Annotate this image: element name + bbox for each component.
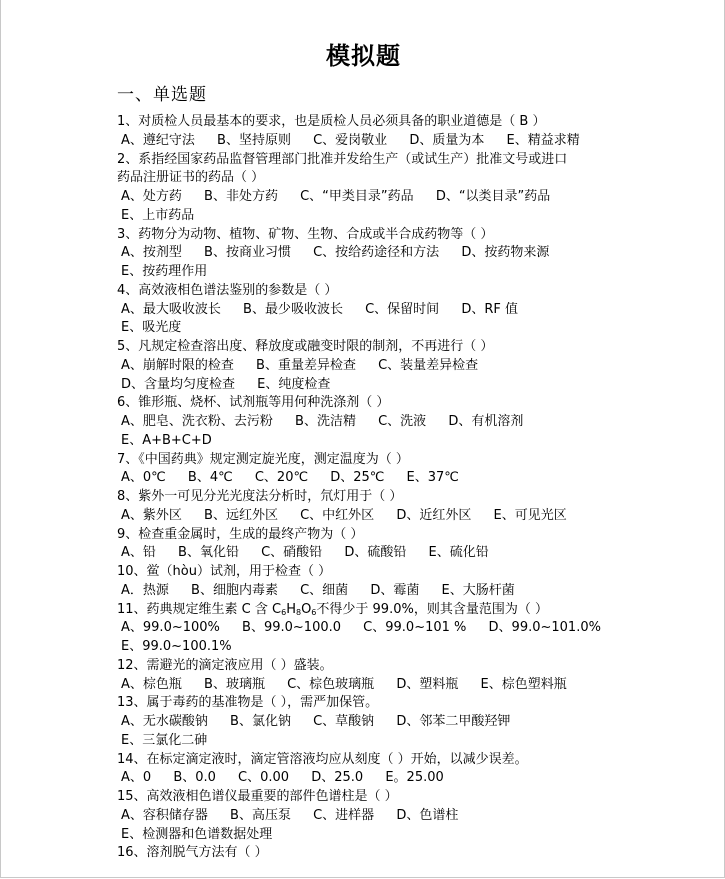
question-10 (117, 563, 622, 601)
option-a: A、99.0~100% (121, 620, 220, 636)
option-c: C、细菌 (300, 582, 349, 598)
option-d: D、25℃ (330, 470, 385, 486)
option-e: E、三氯化二砷 (121, 732, 208, 748)
option-row (117, 732, 622, 751)
question-4 (117, 282, 622, 338)
option-d: D、霉菌 (370, 582, 420, 598)
option-c: C、进样器 (313, 807, 375, 823)
option-c: C、0.00 (238, 770, 290, 786)
option-d: D、塑料瓶 (396, 676, 459, 692)
option-row (117, 582, 622, 601)
option-d: D、近红外区 (396, 507, 472, 523)
section-heading: 一、单选题 (117, 85, 207, 105)
question-14 (117, 751, 622, 789)
option-d: D、RF 值 (461, 301, 518, 317)
option-c: C、20℃ (254, 470, 309, 486)
question-1 (117, 113, 622, 151)
option-e: E、A+B+C+D (121, 432, 212, 448)
option-row (117, 432, 622, 451)
option-c: C、装量差异检查 (378, 357, 479, 373)
option-row (117, 357, 622, 376)
question-text-part: 11、药典规定维生素 C 含 C (117, 601, 282, 617)
option-e: E、按药理作用 (121, 264, 208, 279)
question-text: 8、紫外一可见分光光度法分析时，氘灯用于（ ） (117, 489, 403, 504)
option-b: B、氧化铅 (178, 545, 239, 561)
option-a: A、处方药 (121, 189, 182, 204)
option-b: B、氯化钠 (230, 714, 291, 729)
option-b: B、4℃ (187, 470, 233, 486)
option-b: B、细胞内毒素 (191, 582, 278, 598)
option-a: A、铅 (121, 545, 156, 561)
option-row (117, 132, 622, 151)
question-text: 1、对质检人员最基本的要求，也是质检人员必须具备的职业道德是（ B ） (117, 114, 546, 129)
option-b: B、洗洁精 (295, 414, 356, 429)
question-text: 3、药物分为动物、植物、矿物、生物、合成或半合成药物等（ ） (117, 226, 494, 242)
option-c: C、爱岗敬业 (313, 132, 388, 148)
option-d: D、邻苯二甲酸羟钾 (396, 714, 511, 729)
subscript: 6 (281, 607, 287, 617)
option-a: A、最大吸收波长 (121, 301, 221, 317)
option-a: A、按剂型 (121, 245, 182, 261)
question-text: 10、鲎（hòu）试剂，用于检查（ ） (117, 564, 332, 579)
option-b: B、坚持原则 (217, 132, 291, 148)
question-9 (117, 526, 622, 564)
option-row (117, 544, 622, 563)
option-row (117, 638, 622, 657)
option-row (117, 188, 622, 207)
option-row (117, 676, 622, 695)
question-text: 药品注册证书的药品（ ） (117, 170, 265, 186)
option-e: E、硫化铅 (428, 545, 489, 561)
question-text (117, 601, 622, 620)
option-d: D、有机溶剂 (448, 414, 524, 429)
option-c: C、硝酸铅 (261, 545, 323, 561)
option-e: E、37℃ (406, 470, 459, 486)
subscript: 8 (295, 607, 302, 617)
question-text: 15、高效液相色谱仪最重要的部件色谱柱是（ ） (117, 789, 398, 804)
option-row (117, 619, 622, 638)
option-a: A、容积储存器 (121, 807, 208, 823)
option-row (117, 507, 622, 526)
question-2 (117, 151, 622, 226)
option-b: B、0.0 (173, 770, 216, 786)
question-text-part: 不得少于 99.0%，则其含量范围为（ ） (316, 601, 548, 617)
option-b: B、99.0~100.0 (242, 620, 342, 636)
option-a: A、紫外区 (121, 507, 182, 523)
question-text: 12、需避光的滴定液应用（ ）盛装。 (117, 657, 333, 673)
option-c: C、洗液 (378, 414, 427, 429)
option-e: E、上市药品 (121, 207, 195, 223)
question-text: 13、属于毒药的基准物是（ ），需严加保管。 (117, 695, 379, 711)
option-d: D、色谱柱 (396, 807, 459, 823)
question-text: 16、溶剂脱气方法有（ ） (117, 845, 268, 861)
question-text: 9、检查重金属时，生成的最终产物为（ ） (117, 526, 364, 542)
question-8 (117, 488, 622, 526)
option-e: E。25.00 (385, 770, 444, 786)
question-6 (117, 394, 622, 450)
option-row (117, 207, 622, 226)
option-e: E、可见光区 (493, 507, 567, 523)
option-b: B、远红外区 (204, 507, 278, 523)
subscript: 6 (311, 607, 317, 617)
question-13 (117, 694, 622, 750)
question-text: 7、《中国药典》规定测定旋光度，测定温度为（ ） (117, 451, 409, 467)
option-row (117, 769, 622, 788)
option-e: E、吸光度 (121, 320, 182, 336)
document-title: 模拟题 (326, 41, 401, 70)
option-c: C、棕色玻璃瓶 (287, 676, 375, 692)
option-c: C、草酸钠 (313, 714, 375, 729)
option-c: C、中红外区 (300, 507, 375, 523)
question-text: 5、凡规定检查溶出度、释放度或融变时限的制剂，不再进行（ ） (117, 339, 494, 354)
option-row (117, 413, 622, 432)
option-b: B、高压泵 (230, 807, 291, 823)
option-row (117, 244, 622, 263)
question-7 (117, 451, 622, 489)
option-b: B、非处方药 (204, 189, 278, 204)
option-row (117, 301, 622, 320)
option-row (117, 376, 622, 395)
option-d: D、含量均匀度检查 (121, 376, 236, 392)
option-c: C、“甲类目录”药品 (300, 189, 414, 204)
option-a: A、0 (121, 770, 152, 786)
option-e: E、精益求精 (506, 132, 580, 148)
question-text: 2、系指经国家药品监督管理部门批准并发给生产（或试生产）批准文号或进口 (117, 151, 568, 167)
option-d: D、25.0 (311, 770, 364, 786)
option-e: E、99.0~100.1% (121, 639, 232, 654)
option-a: A、肥皂、洗衣粉、去污粉 (121, 414, 273, 429)
option-d: D、质量为本 (409, 132, 485, 148)
option-e: E、检测器和色谱数据处理 (121, 826, 273, 842)
question-11 (117, 601, 622, 657)
option-b: B、最少吸收波长 (243, 301, 343, 317)
question-text-part: H (286, 601, 296, 617)
option-c: C、99.0~101 % (363, 620, 467, 636)
option-row (117, 826, 622, 845)
option-row (117, 713, 622, 732)
question-text: 6、锥形瓶、烧杯、试剂瓶等用何种洗涤剂（ ） (117, 395, 390, 411)
option-a: A、无水碳酸钠 (121, 714, 208, 729)
option-c: C、保留时间 (365, 301, 440, 317)
option-a: A、遵纪守法 (121, 132, 195, 148)
question-15 (117, 788, 622, 844)
option-e: E、棕色塑料瓶 (480, 676, 567, 692)
question-text: 4、高效液相色谱法鉴别的参数是（ ） (117, 282, 338, 298)
option-row (117, 469, 622, 488)
question-5 (117, 338, 622, 394)
option-d: D、“以类目录”药品 (435, 189, 551, 204)
question-text: 14、在标定滴定液时，滴定管溶液均应从刻度（ ）开始，以减少误差。 (117, 751, 528, 767)
option-row (117, 319, 622, 338)
option-d: D、99.0~101.0% (488, 620, 601, 636)
question-list (117, 113, 622, 863)
option-b: B、玻璃瓶 (204, 676, 265, 692)
option-d: D、硫酸铅 (344, 545, 407, 561)
option-row (117, 263, 622, 282)
option-b: B、按商业习惯 (204, 245, 291, 261)
option-c: C、按给药途径和方法 (313, 245, 440, 261)
option-b: B、重量差异检查 (256, 357, 356, 373)
option-e: E、大肠杆菌 (441, 582, 515, 598)
option-d: D、按药物来源 (461, 245, 550, 261)
option-a: A、0℃ (121, 470, 166, 486)
option-a: A．热源 (121, 582, 169, 598)
question-3 (117, 226, 622, 282)
question-16 (117, 844, 622, 863)
option-e: E、纯度检查 (257, 376, 331, 392)
option-a: A、崩解时限的检查 (121, 357, 234, 373)
question-text-part: O (301, 601, 312, 617)
option-a: A、棕色瓶 (121, 676, 182, 692)
question-12 (117, 657, 622, 695)
option-row (117, 807, 622, 826)
